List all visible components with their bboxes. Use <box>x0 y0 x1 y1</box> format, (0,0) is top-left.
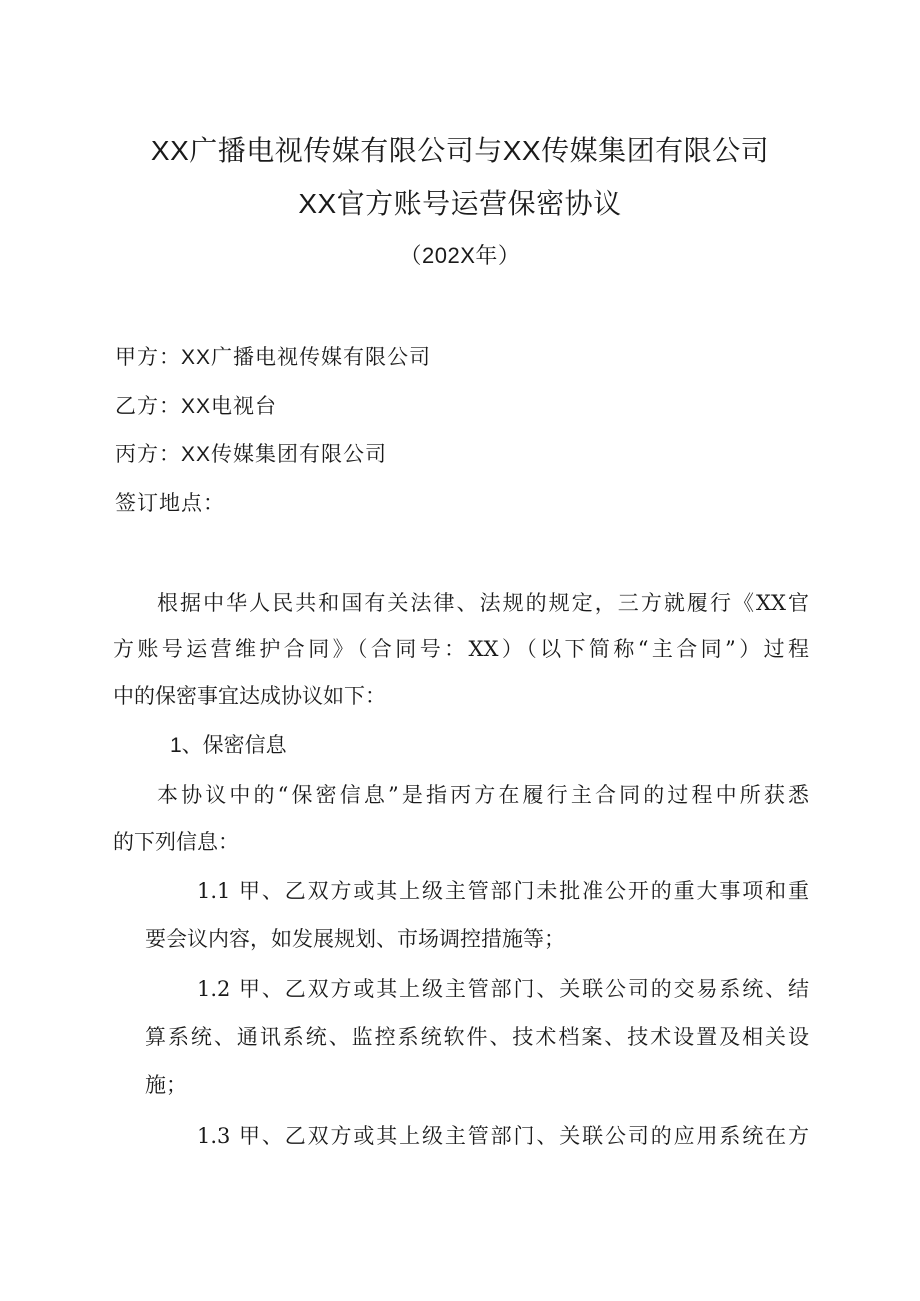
intro-paragraph-line: 根据中华人民共和国有关法律、法规的规定，三方就履行《XX官 <box>157 591 809 615</box>
list-item-1-2: 1.2 甲、乙双方或其上级主管部门、关联公司的交易系统、结 <box>197 977 809 1001</box>
party-b: 乙方：XX电视台 <box>115 395 278 418</box>
list-item-1-2-continued: 施； <box>145 1073 187 1097</box>
signing-place: 签订地点： <box>115 492 225 515</box>
list-item-1-1-continued: 要会议内容，如发展规划、市场调控措施等； <box>145 927 565 951</box>
party-a: 甲方：XX广播电视传媒有限公司 <box>115 346 432 369</box>
document-year: （202X年） <box>399 243 521 268</box>
intro-paragraph-line: 方账号运营维护合同》（合同号：XX）（以下简称“主合同”）过程 <box>113 637 809 661</box>
list-item-1-1: 1.1 甲、乙双方或其上级主管部门未批准公开的重大事项和重 <box>197 879 809 903</box>
definition-paragraph-line: 本协议中的“保密信息”是指丙方在履行主合同的过程中所获悉 <box>157 783 809 807</box>
party-c: 丙方：XX传媒集团有限公司 <box>115 443 388 466</box>
list-item-1-3: 1.3 甲、乙双方或其上级主管部门、关联公司的应用系统在方 <box>197 1124 809 1148</box>
list-item-1-2-continued: 算系统、通讯系统、监控系统软件、技术档案、技术设置及相关设 <box>145 1025 809 1049</box>
intro-paragraph-line: 中的保密事宜达成协议如下： <box>113 684 386 708</box>
section-heading: 1、保密信息 <box>170 734 287 757</box>
document-title-line-2: XX官方账号运营保密协议 <box>298 188 622 219</box>
definition-paragraph-line: 的下列信息： <box>113 830 239 854</box>
document-title-line-1: XX广播电视传媒有限公司与XX传媒集团有限公司 <box>150 135 770 166</box>
